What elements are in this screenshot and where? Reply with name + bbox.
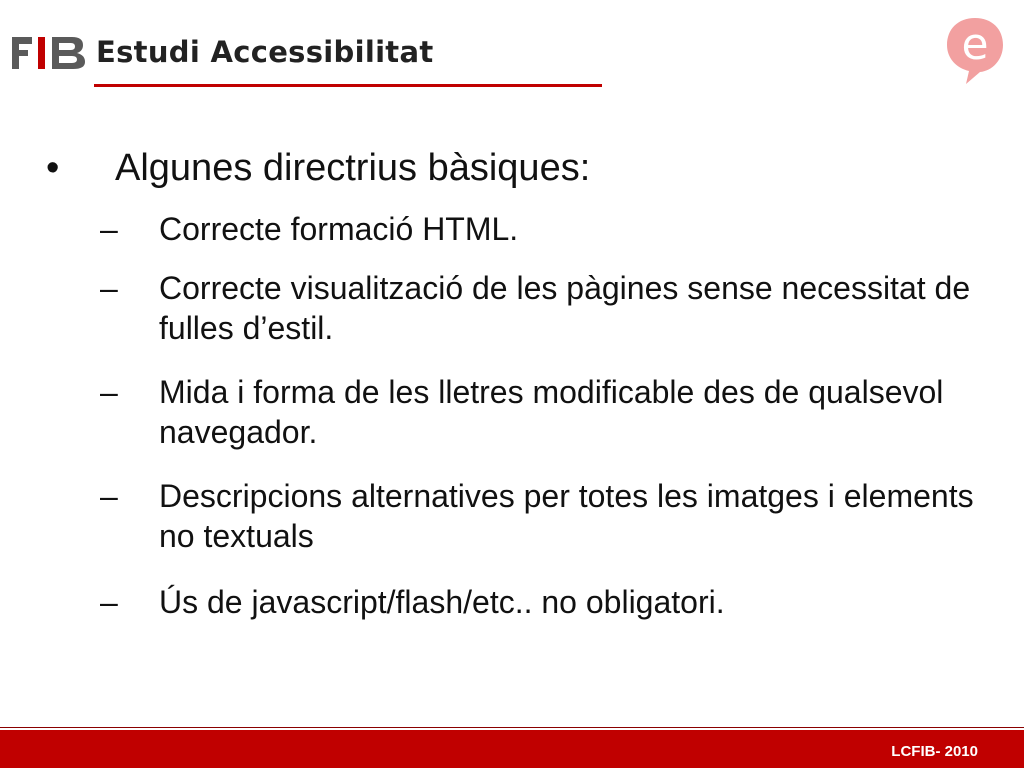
list-item-text: Descripcions alternatives per totes les imatges i elements no textuals: [159, 478, 974, 554]
list-item-text: Correcte formació HTML.: [159, 211, 519, 247]
dash-marker: –: [100, 270, 118, 306]
title-underline: [94, 84, 602, 87]
slide-title: Estudi Accessibilitat: [96, 35, 434, 69]
svg-text:e: e: [961, 19, 989, 70]
footer-divider: [0, 727, 1024, 728]
footer-label: LCFIB- 2010: [891, 743, 978, 760]
dash-marker: –: [100, 374, 118, 410]
e-speech-bubble-logo: [944, 14, 1006, 86]
list-item-text: Ús de javascript/flash/etc.. no obligatori.: [159, 584, 725, 620]
fib-logo: [12, 35, 86, 71]
main-bullet-text: Algunes directrius bàsiques:: [115, 147, 591, 189]
footer-bar: [0, 730, 1024, 768]
list-item-text: Mida i forma de les lletres modificable des de qualsevol navegador.: [159, 374, 944, 450]
dash-marker: –: [100, 478, 118, 514]
list-item-text: Correcte visualització de les pàgines sense necessitat de fulles d’estil.: [159, 270, 971, 346]
bullet-marker: •: [46, 147, 60, 189]
dash-marker: –: [100, 211, 118, 247]
dash-marker: –: [100, 584, 118, 620]
